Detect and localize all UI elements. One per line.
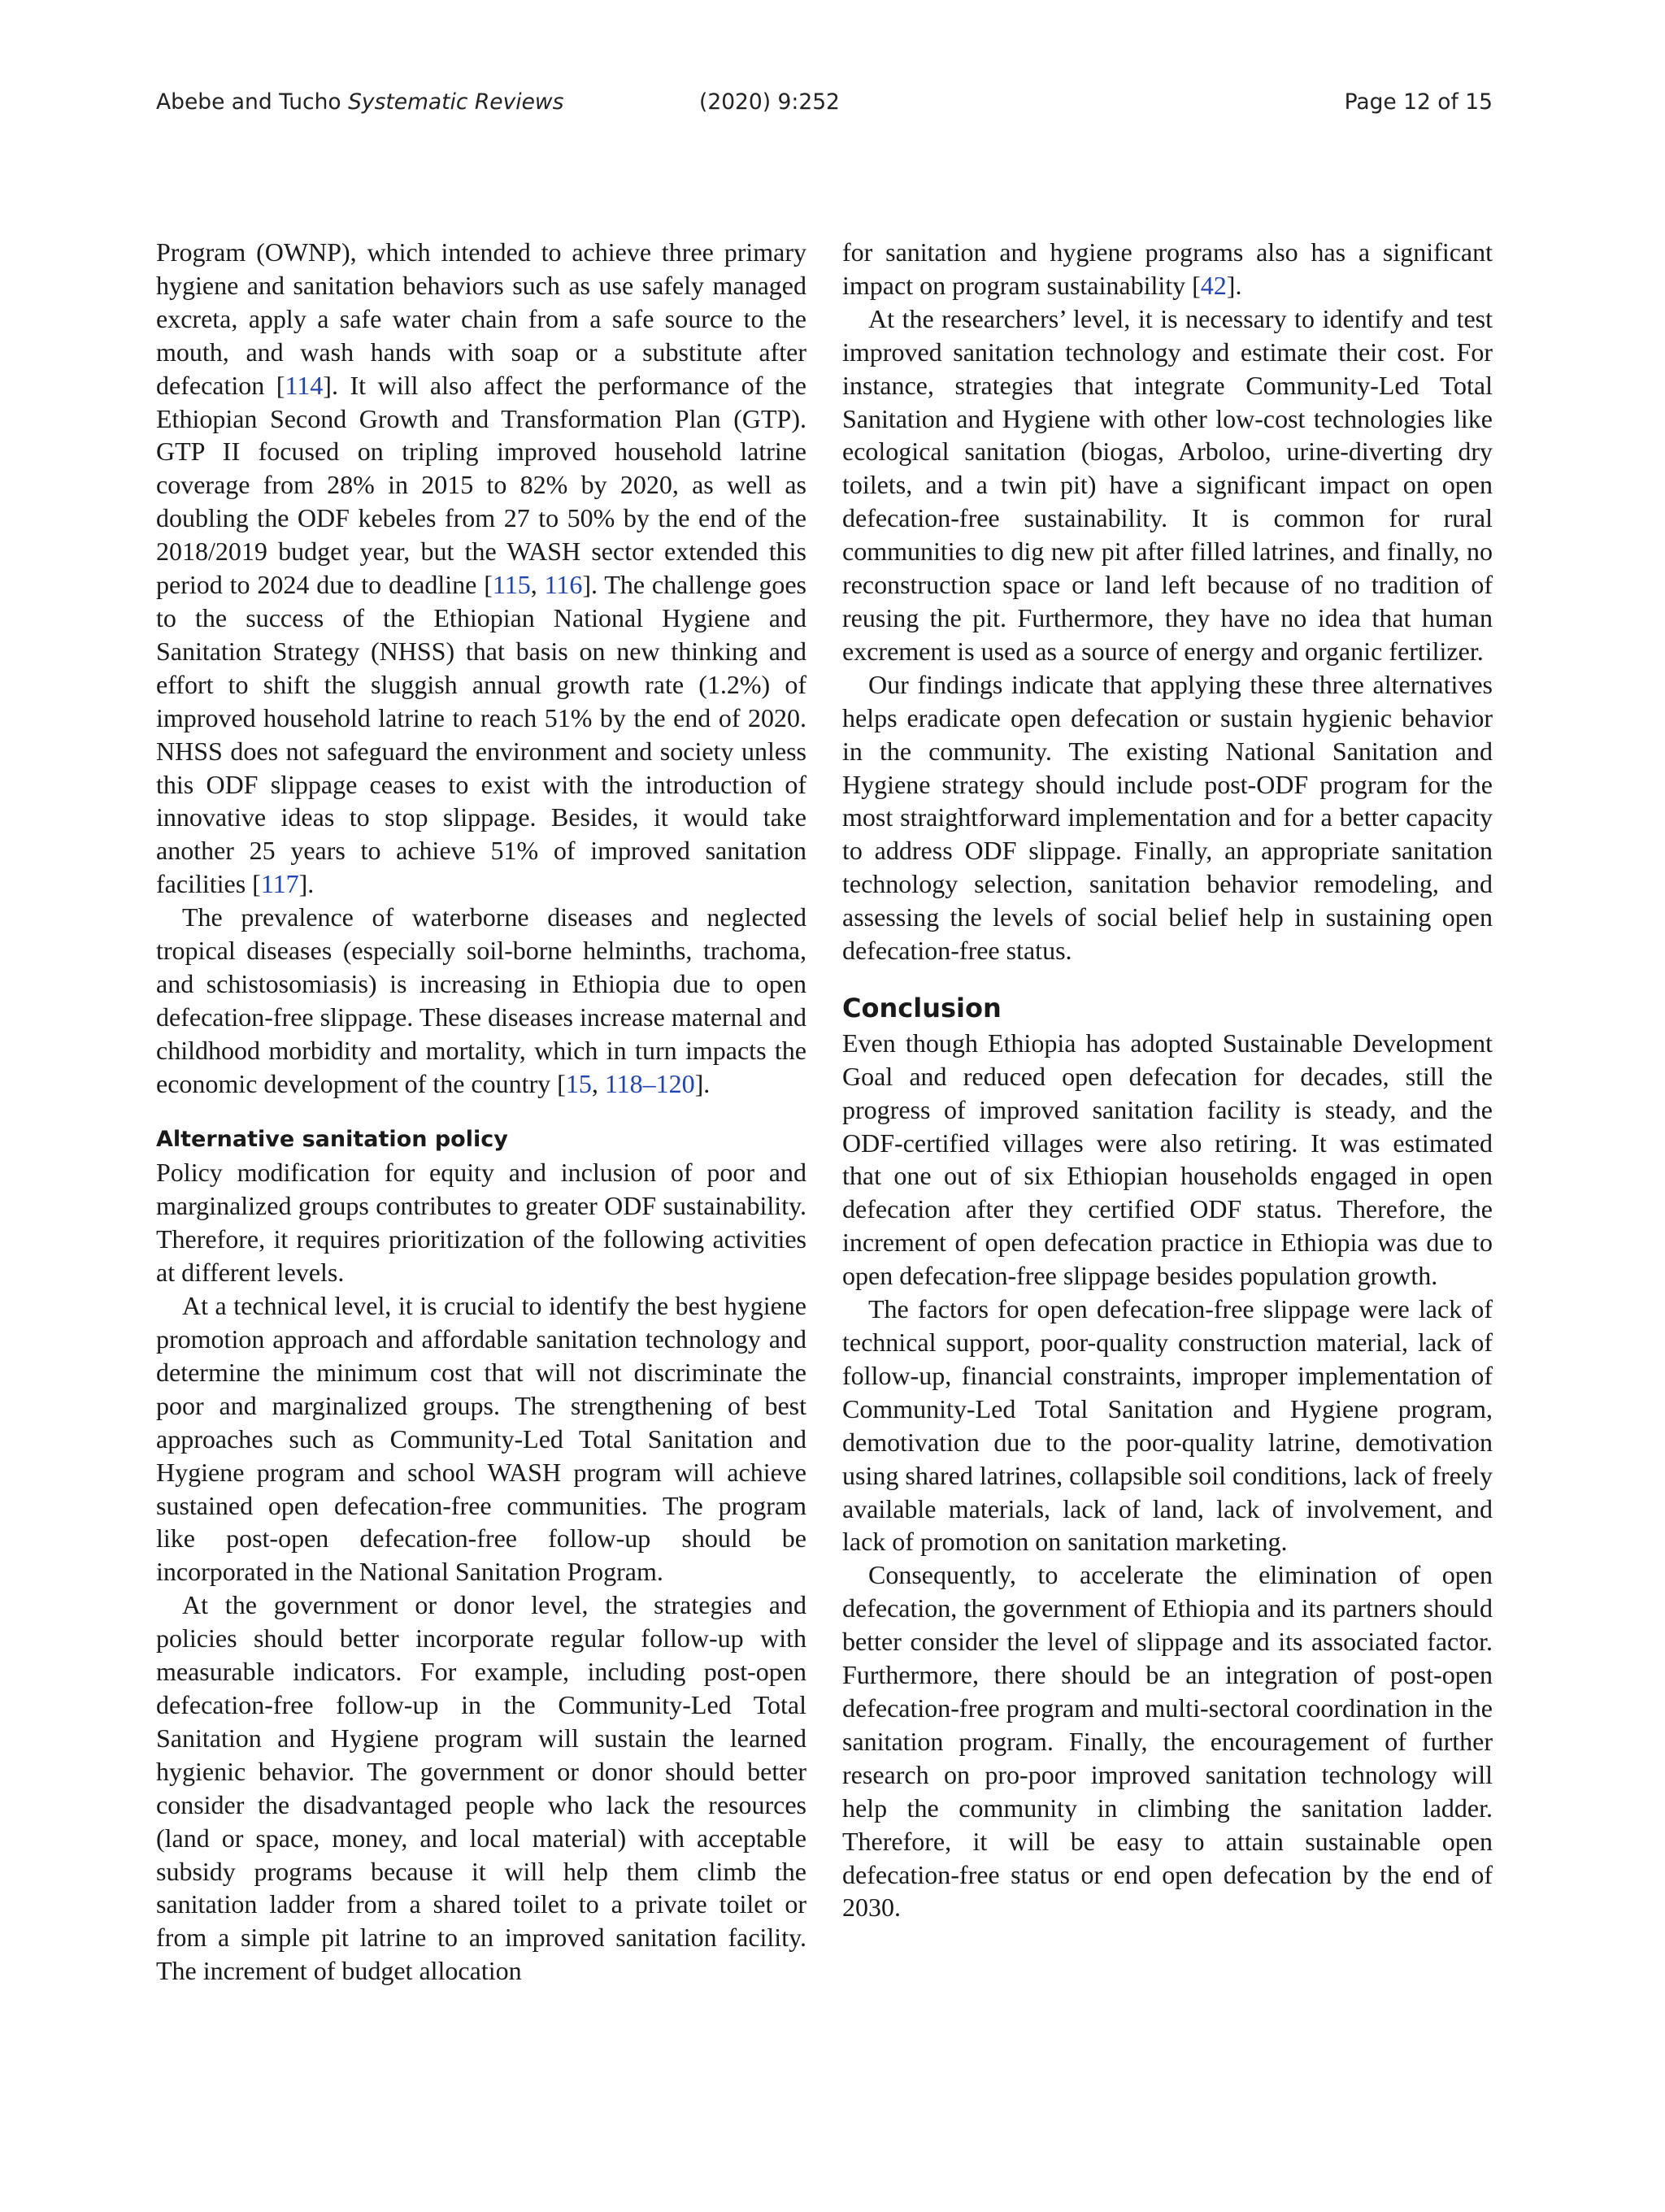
reference-link[interactable]: 115 [492, 570, 531, 600]
paragraph [156, 236, 806, 901]
reference-link[interactable]: 114 [285, 370, 324, 400]
paragraph: The factors for open defecation-free slippage were lack of technical support, poor-quality construction material, lack of follow-up, financial constraints, improper implementation of Community-Led Total Sanitation and Hygiene program, demotivation due to the poor-quality latrine, demotivation using shared latrines, collapsible soil conditions, lack of freely available materials, lack of land, lack of involvement, and lack of promotion on sanitation marketing. [842, 1294, 1493, 1557]
left-column [156, 236, 806, 1988]
paragraph: Policy modification for equity and inclusion of poor and marginalized groups contributes to greater ODF sustainability. Therefore, it requires prioritization of the following activities at different levels. [156, 1158, 806, 1288]
header-year-volume: (2020) 9:252 [699, 89, 840, 115]
reference-link[interactable]: 15 [565, 1068, 592, 1098]
text-run: ]. [1226, 270, 1242, 300]
paragraph: At the government or donor level, the strategies and policies should better incorporate regular follow-up with measurable indicators. For example, including post-open defecation-free follow-up in the Community-Led Total Sanitation and Hygiene program will sustain the learned hygienic behavior. The government or donor should better consider the disadvantaged people who lack the resources (land or space, money, and local material) with acceptable subsidy programs because it will help them climb the sanitation ladder from a shared toilet to a private toilet or from a simple pit latrine to an improved sanitation facility. The increment of budget allocation [156, 1590, 806, 1986]
text-run: , [591, 1068, 605, 1098]
paragraph [842, 236, 1493, 302]
header-page-number: Page 12 of 15 [1344, 89, 1493, 115]
text-run: The prevalence of waterborne diseases and neglected tropical diseases (especially soil-borne helminths, trachoma, and schistosomiasis) is increasing in Ethiopia due to open defecation-free slippage. These diseases increase maternal and childhood morbidity and mortality, which in turn impacts the economic development of the country [ [156, 902, 806, 1098]
subsection-heading: Alternative sanitation policy [156, 1126, 508, 1152]
text-run: ]. It will also affect the performance of the Ethiopian Second Growth and Transformation Plan (GTP). GTP II focused on tripling improved household latrine coverage from 28% in 2015 to 82% by 2020, as well as doubling the ODF kebeles from 27 to 50% by the end of the 2018/2019 budget year, but the WASH sector extended this period to 2024 due to deadline [ [156, 370, 807, 600]
header-authors: Abebe and Tucho [156, 89, 341, 115]
text-run: ]. The challenge goes to the success of the Ethiopian National Hygiene and Sanitation Strategy (NHSS) that basis on new thinking and effort to shift the sluggish annual growth rate (1.2%) of improved household latrine to reach 51% by the end of 2020. NHSS does not safeguard the environment and society unless this ODF slippage ceases to exist with the introduction of innovative ideas to stop slippage. Besides, it would take another 25 years to achieve 51% of improved sanitation facilities [ [156, 570, 807, 899]
text-run: ]. [694, 1068, 711, 1098]
reference-link[interactable]: 118–120 [604, 1068, 695, 1098]
text-run: for sanitation and hygiene programs also has a significant impact on program sustainability [ [842, 237, 1493, 300]
reference-link[interactable]: 117 [260, 869, 299, 899]
text-run: ]. [298, 869, 315, 899]
paragraph: At a technical level, it is crucial to identify the best hygiene promotion approach and affordable sanitation technology and determine the minimum cost that will not discriminate the poor and marginalized groups. The strengthening of best approaches such as Community-Led Total Sanitation and Hygiene program and school WASH program will achieve sustained open defecation-free communities. The program like post-open defecation-free follow-up should be incorporated in the National Sanitation Program. [156, 1291, 806, 1587]
reference-link[interactable]: 42 [1200, 270, 1227, 300]
header-citation [156, 85, 563, 120]
header-journal: Systematic Reviews [348, 89, 564, 115]
running-header [156, 85, 1493, 120]
right-column [842, 236, 1493, 1924]
paragraph: Even though Ethiopia has adopted Sustainable Development Goal and reduced open defecation for decades, still the progress of improved sanitation facility is steady, and the ODF-certified villages were also retiring. It was estimated that one out of six Ethiopian households engaged in open defecation after they certified ODF status. Therefore, the increment of open defecation practice in Ethiopia was due to open defecation-free slippage besides population growth. [842, 1028, 1493, 1291]
section-heading-conclusion: Conclusion [842, 992, 1002, 1023]
paragraph [156, 901, 806, 1100]
paragraph: Our findings indicate that applying these three alternatives helps eradicate open defecation or sustain hygienic behavior in the community. The existing National Sanitation and Hygiene strategy should include post-ODF program for the most straightforward implementation and for a better capacity to address ODF slippage. Finally, an appropriate sanitation technology selection, sanitation behavior remodeling, and assessing the levels of social belief help in sustaining open defecation-free status. [842, 669, 1493, 966]
text-run: Program (OWNP), which intended to achieve three primary hygiene and sanitation behaviors such as use safely managed excreta, apply a safe water chain from a safe source to the mouth, and wash hands with soap or a substitute after defecation [ [156, 237, 806, 400]
reference-link[interactable]: 116 [544, 570, 583, 600]
text-run: , [530, 570, 545, 600]
paragraph: Consequently, to accelerate the elimination of open defecation, the government of Ethiopia and its partners should better consider the level of slippage and its associated factor. Furthermore, there should be an integration of post-open defecation-free program and multi-sectoral coordination in the sanitation program. Finally, the encouragement of further research on pro-poor improved sanitation technology will help the community in climbing the sanitation ladder. Therefore, it will be easy to attain sustainable open defecation-free status or end open defecation by the end of 2030. [842, 1560, 1493, 1923]
paragraph: At the researchers’ level, it is necessary to identify and test improved sanitation technology and estimate their cost. For instance, strategies that integrate Community-Led Total Sanitation and Hygiene with other low-cost technologies like ecological sanitation (biogas, Arboloo, urine-diverting dry toilets, and a twin pit) have a significant impact on open defecation-free sustainability. It is common for rural communities to dig new pit after filled latrines, and finally, no reconstruction space or land left because of no tradition of reusing the pit. Furthermore, they have no idea that human excrement is used as a source of energy and organic fertilizer. [842, 303, 1493, 666]
